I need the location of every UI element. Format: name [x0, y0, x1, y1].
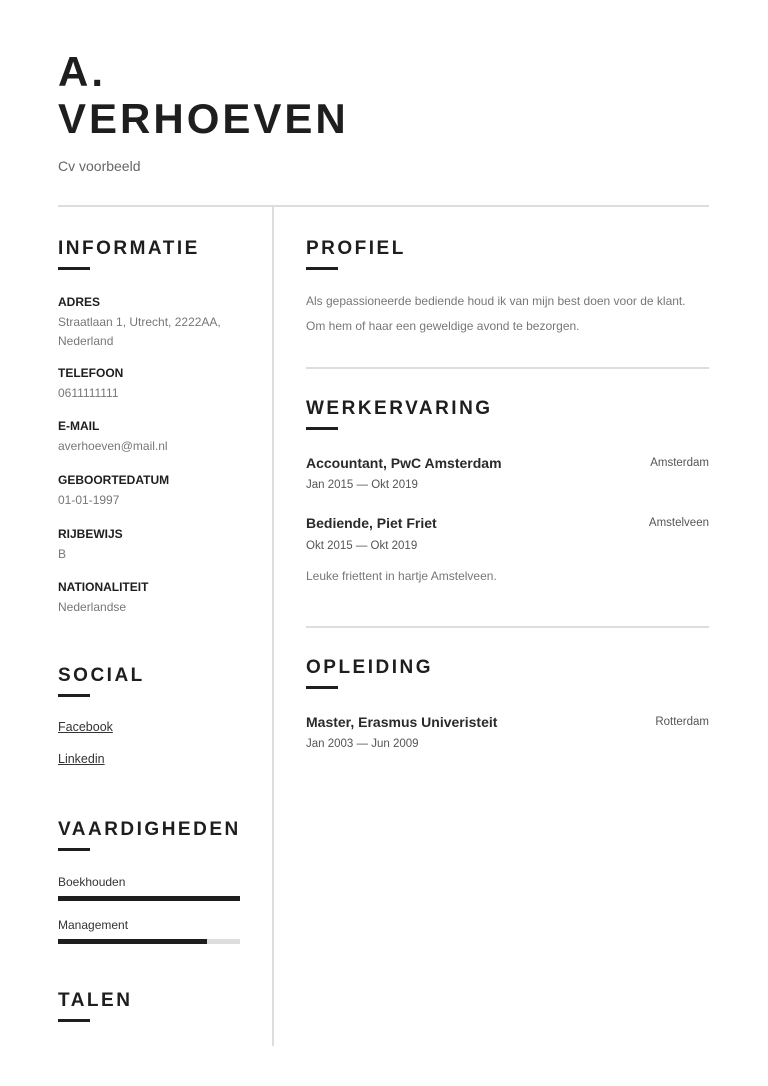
section-divider: [306, 367, 709, 369]
subtitle: Cv voorbeeld: [58, 158, 141, 174]
header-divider: [58, 205, 709, 207]
info-value-telefoon: 0611111111: [58, 386, 119, 400]
facebook-link[interactable]: Facebook: [58, 720, 113, 734]
info-value-nationaliteit: Nederlandse: [58, 600, 127, 614]
heading-underline: [58, 1019, 90, 1022]
education-location: Rotterdam: [655, 716, 709, 728]
heading-underline: [306, 686, 338, 689]
heading-underline: [58, 267, 90, 270]
job-title: Accountant, PwC Amsterdam: [306, 455, 502, 471]
info-value-email: averhoeven@mail.nl: [58, 439, 168, 453]
info-value-rijbewijs: B: [58, 547, 67, 561]
education-dates: Jan 2003 — Jun 2009: [306, 738, 419, 750]
section-divider: [306, 626, 709, 628]
job-description: Leuke friettent in hartje Amstelveen.: [306, 569, 497, 583]
opleiding-heading: OPLEIDING: [306, 657, 434, 678]
social-heading: SOCIAL: [58, 665, 145, 686]
info-label-email: E-MAIL: [58, 419, 100, 433]
job-title: Bediende, Piet Friet: [306, 515, 437, 531]
werkervaring-heading: WERKERVARING: [306, 398, 493, 419]
info-label-telefoon: TELEFOON: [58, 366, 124, 380]
profiel-heading: PROFIEL: [306, 238, 406, 259]
skill-bar: [58, 896, 240, 901]
job-dates: Jan 2015 — Okt 2019: [306, 479, 418, 491]
job-location: Amstelveen: [648, 517, 709, 529]
profiel-text-line: Om hem of haar een geweldige avond te bezorgen.: [306, 319, 580, 333]
skill-name: Boekhouden: [58, 875, 126, 889]
info-label-adres: ADRES: [58, 295, 101, 309]
profiel-text-line: Als gepassioneerde bediende houd ik van mijn best doen voor de klant.: [306, 294, 686, 308]
heading-underline: [306, 267, 338, 270]
education-title: Master, Erasmus Univeristeit: [306, 714, 498, 730]
heading-underline: [58, 694, 90, 697]
job-dates: Okt 2015 — Okt 2019: [306, 540, 418, 552]
info-label-geboortedatum: GEBOORTEDATUM: [58, 473, 170, 487]
vaardigheden-heading: VAARDIGHEDEN: [58, 819, 241, 840]
column-divider: [272, 206, 274, 1046]
heading-underline: [58, 848, 90, 851]
skill-bar: [58, 939, 240, 944]
candidate-name: A. VERHOEVEN: [58, 48, 349, 142]
informatie-heading: INFORMATIE: [58, 238, 200, 259]
job-location: Amsterdam: [650, 457, 709, 469]
skill-name: Management: [58, 918, 129, 932]
talen-heading: TALEN: [58, 990, 133, 1011]
linkedin-link[interactable]: Linkedin: [58, 752, 105, 766]
info-label-rijbewijs: RIJBEWIJS: [58, 527, 123, 541]
skill-bar-fill: [58, 896, 240, 901]
info-value-geboortedatum: 01-01-1997: [58, 493, 120, 507]
info-label-nationaliteit: NATIONALITEIT: [58, 580, 149, 594]
skill-bar-fill: [58, 939, 207, 944]
heading-underline: [306, 427, 338, 430]
info-value-adres: Straatlaan 1, Utrecht, 2222AA, Nederland: [58, 315, 221, 348]
